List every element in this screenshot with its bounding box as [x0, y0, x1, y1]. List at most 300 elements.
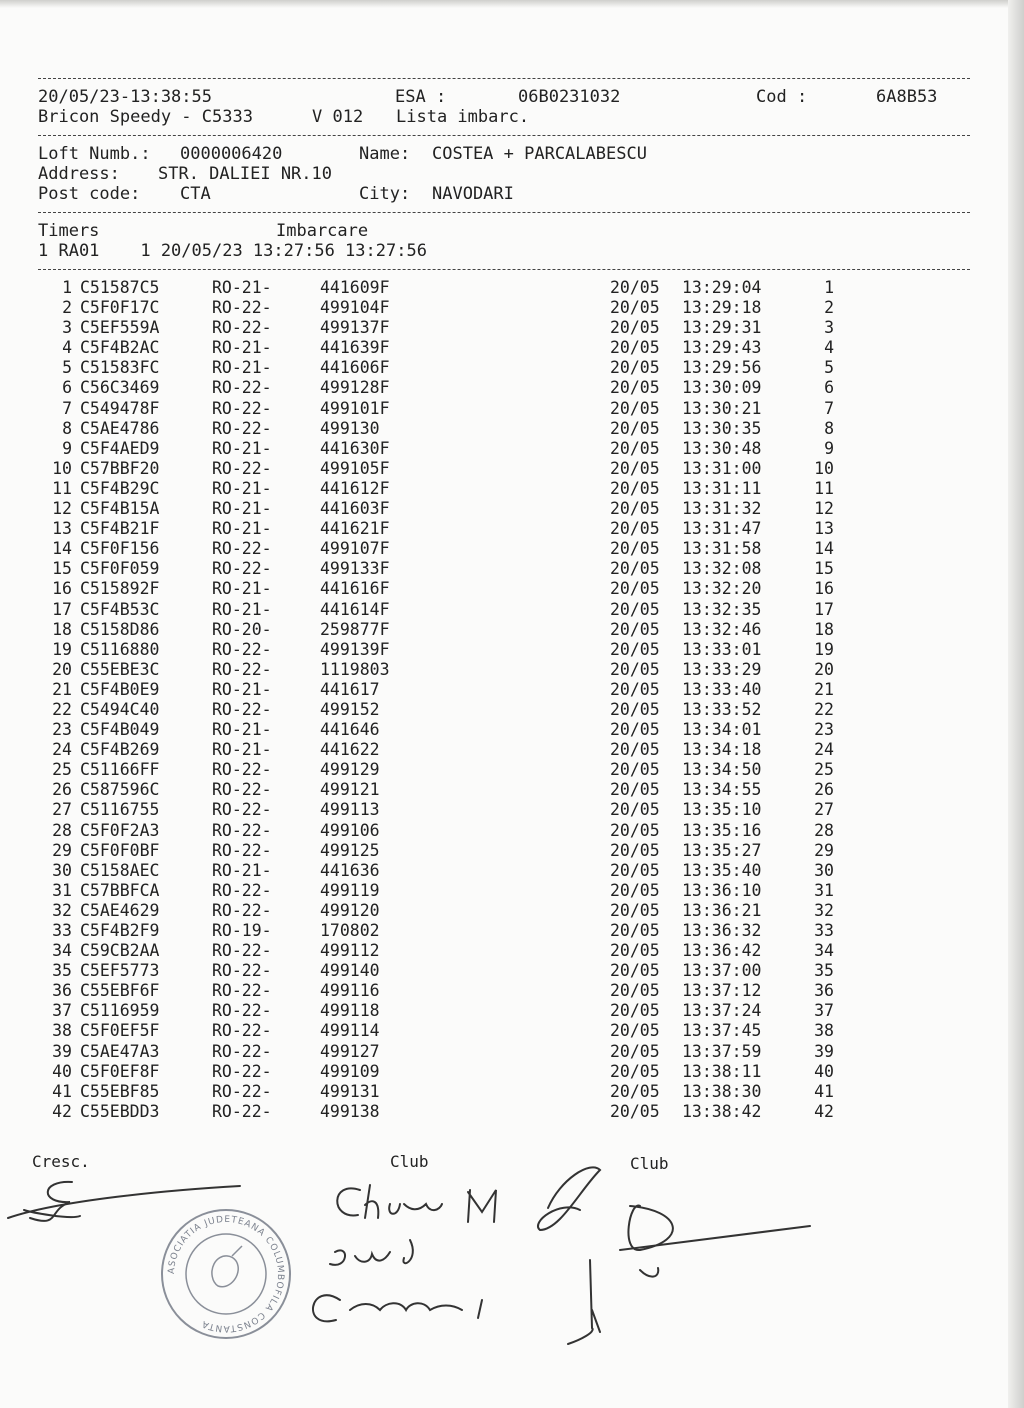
row-index: 31 — [52, 880, 72, 900]
arrival-date: 20/05 — [610, 438, 660, 458]
arrival-position: 33 — [814, 921, 834, 940]
table-row — [38, 740, 834, 760]
chip-id: C55EBDD3 — [80, 1101, 160, 1121]
ring-number: 499112 — [320, 941, 380, 961]
table-row — [38, 318, 834, 338]
loft-line-1 — [38, 144, 970, 164]
arrival-time: 13:33:01 — [682, 639, 762, 659]
chip-id: C5F0F156 — [80, 539, 160, 559]
chip-id: C5AE4786 — [80, 418, 160, 438]
arrival-position: 28 — [814, 820, 834, 840]
row-index: 42 — [52, 1101, 72, 1121]
row-index: 12 — [52, 499, 72, 519]
ring-number: 499105F — [320, 458, 390, 478]
arrival-position: 35 — [814, 961, 834, 981]
arrival-time: 13:33:29 — [682, 659, 762, 679]
table-row — [38, 640, 834, 660]
ring-number: 441603F — [320, 499, 390, 519]
arrival-position: 14 — [814, 539, 834, 559]
arrival-time: 13:36:42 — [682, 941, 762, 961]
arrival-position: 31 — [814, 880, 834, 900]
arrival-date: 20/05 — [610, 378, 660, 398]
ring-number: 499119 — [320, 880, 380, 900]
table-row — [38, 1062, 834, 1082]
ring-number: 499114 — [320, 1021, 380, 1041]
arrival-date: 20/05 — [610, 860, 660, 880]
arrival-position: 6 — [824, 378, 834, 398]
ring-prefix: RO-22- — [212, 639, 272, 659]
row-index: 10 — [52, 458, 72, 478]
ring-prefix: RO-21- — [212, 579, 272, 599]
chip-id: C57BBFCA — [80, 880, 160, 900]
table-row — [38, 579, 834, 599]
ring-prefix: RO-22- — [212, 800, 272, 820]
arrival-date: 20/05 — [610, 740, 660, 760]
chip-id: C56C3469 — [80, 378, 160, 398]
arrival-position: 39 — [814, 1041, 834, 1061]
ring-number: 441630F — [320, 438, 390, 458]
arrival-position: 21 — [814, 679, 834, 699]
ring-number: 499138 — [320, 1101, 380, 1121]
arrival-date: 20/05 — [610, 1101, 660, 1121]
ring-number: 441639F — [320, 338, 390, 358]
postcode-label: Post code: — [38, 184, 141, 204]
ring-prefix: RO-20- — [212, 619, 272, 639]
chip-id: C5F4B2F9 — [80, 921, 160, 940]
table-row — [38, 1082, 834, 1102]
table-row — [38, 358, 834, 378]
table-row — [38, 600, 834, 620]
chip-id: C5F0EF8F — [80, 1061, 160, 1081]
arrival-time: 13:30:21 — [682, 398, 762, 418]
chip-id: C55EBF85 — [80, 1081, 160, 1101]
ring-number: 499140 — [320, 961, 380, 981]
arrival-time: 13:32:20 — [682, 579, 762, 599]
arrival-date: 20/05 — [610, 800, 660, 820]
handwritten-signatures — [0, 1160, 1000, 1380]
ring-prefix: RO-22- — [212, 880, 272, 900]
arrival-position: 10 — [814, 458, 834, 478]
arrival-date: 20/05 — [610, 559, 660, 579]
chip-id: C5158D86 — [80, 619, 160, 639]
table-row — [38, 881, 834, 901]
arrival-time: 13:37:12 — [682, 981, 762, 1001]
row-index: 5 — [62, 358, 72, 378]
row-index: 18 — [52, 619, 72, 639]
table-row — [38, 981, 834, 1001]
timers-label: Timers — [38, 221, 100, 241]
arrival-time: 13:30:48 — [682, 438, 762, 458]
ring-prefix: RO-21- — [212, 599, 272, 619]
arrival-position: 8 — [824, 418, 834, 438]
arrival-time: 13:32:35 — [682, 599, 762, 619]
arrival-time: 13:34:01 — [682, 720, 762, 740]
ring-prefix: RO-21- — [212, 679, 272, 699]
row-index: 30 — [52, 860, 72, 880]
ring-number: 441614F — [320, 599, 390, 619]
ring-number: 441612F — [320, 478, 390, 498]
row-index: 11 — [52, 478, 72, 498]
row-index: 24 — [52, 740, 72, 760]
row-index: 23 — [52, 720, 72, 740]
loft-line-3 — [38, 184, 970, 204]
arrival-position: 7 — [824, 398, 834, 418]
row-index: 15 — [52, 559, 72, 579]
chip-id: C57BBF20 — [80, 458, 160, 478]
arrival-date: 20/05 — [610, 298, 660, 318]
arrival-time: 13:34:50 — [682, 760, 762, 780]
loft-numb-label: Loft Numb.: — [38, 144, 151, 164]
arrival-date: 20/05 — [610, 398, 660, 418]
row-index: 14 — [52, 539, 72, 559]
arrival-time: 13:34:55 — [682, 780, 762, 800]
arrival-time: 13:36:10 — [682, 880, 762, 900]
divider — [38, 269, 970, 270]
arrival-time: 13:33:40 — [682, 679, 762, 699]
table-row — [38, 901, 834, 921]
table-row — [38, 680, 834, 700]
arrival-time: 13:31:32 — [682, 499, 762, 519]
arrival-time: 13:35:40 — [682, 860, 762, 880]
row-index: 16 — [52, 579, 72, 599]
row-index: 20 — [52, 659, 72, 679]
ring-prefix: RO-22- — [212, 961, 272, 981]
ring-number: 499106 — [320, 820, 380, 840]
ring-number: 441621F — [320, 519, 390, 539]
arrival-date: 20/05 — [610, 941, 660, 961]
table-row — [38, 1042, 834, 1062]
arrival-date: 20/05 — [610, 679, 660, 699]
timers-header — [38, 221, 970, 241]
ring-prefix: RO-22- — [212, 981, 272, 1001]
arrival-date: 20/05 — [610, 318, 660, 338]
arrival-position: 30 — [814, 860, 834, 880]
arrival-date: 20/05 — [610, 659, 660, 679]
arrival-time: 13:30:35 — [682, 418, 762, 438]
ring-number: 499107F — [320, 539, 390, 559]
arrival-time: 13:37:00 — [682, 961, 762, 981]
chip-id: C5F4B049 — [80, 720, 160, 740]
table-row — [38, 519, 834, 539]
table-row — [38, 298, 834, 318]
arrival-time: 13:35:16 — [682, 820, 762, 840]
row-index: 32 — [52, 900, 72, 920]
arrival-position: 27 — [814, 800, 834, 820]
arrival-position: 40 — [814, 1061, 834, 1081]
chip-id: C549478F — [80, 398, 160, 418]
chip-id: C51587C5 — [80, 278, 160, 297]
row-index: 3 — [62, 318, 72, 338]
scan-top-shadow — [0, 0, 1024, 8]
arrival-position: 11 — [814, 478, 834, 498]
arrival-time: 13:29:18 — [682, 298, 762, 318]
ring-prefix: RO-22- — [212, 840, 272, 860]
arrival-time: 13:33:52 — [682, 699, 762, 719]
report-timestamp: 20/05/23-13:38:55 — [38, 87, 212, 107]
arrival-position: 19 — [814, 639, 834, 659]
row-index: 21 — [52, 679, 72, 699]
table-row — [38, 1021, 834, 1041]
arrival-date: 20/05 — [610, 599, 660, 619]
chip-id: C5F4B29C — [80, 478, 160, 498]
chip-id: C5F0F0BF — [80, 840, 160, 860]
ring-number: 499125 — [320, 840, 380, 860]
row-index: 2 — [62, 298, 72, 318]
arrival-position: 17 — [814, 599, 834, 619]
ring-number: 499101F — [320, 398, 390, 418]
chip-id: C5116880 — [80, 639, 160, 659]
ring-number: 259877F — [320, 619, 390, 639]
table-row — [38, 861, 834, 881]
cod-label: Cod : — [756, 87, 808, 107]
table-row — [38, 559, 834, 579]
arrival-date: 20/05 — [610, 760, 660, 780]
arrival-date: 20/05 — [610, 478, 660, 498]
arrival-date: 20/05 — [610, 699, 660, 719]
table-row — [38, 841, 834, 861]
row-index: 6 — [62, 378, 72, 398]
ring-number: 441622 — [320, 740, 380, 760]
club-label-1: Club — [390, 1152, 429, 1171]
ring-number: 499118 — [320, 1001, 380, 1021]
arrival-position: 41 — [814, 1081, 834, 1101]
chip-id: C5F4B53C — [80, 599, 160, 619]
list-title: Lista imbarc. — [396, 107, 530, 127]
esa-label: ESA : — [395, 87, 447, 107]
arrival-date: 20/05 — [610, 338, 660, 358]
ring-number: 441617 — [320, 679, 380, 699]
table-row — [38, 1102, 834, 1122]
arrival-date: 20/05 — [610, 539, 660, 559]
city-label: City: — [359, 184, 411, 204]
ring-number: 499128F — [320, 378, 390, 398]
ring-number: 499116 — [320, 981, 380, 1001]
ring-prefix: RO-21- — [212, 519, 272, 539]
table-row — [38, 780, 834, 800]
row-index: 9 — [62, 438, 72, 458]
arrival-date: 20/05 — [610, 1081, 660, 1101]
ring-prefix: RO-22- — [212, 458, 272, 478]
row-index: 35 — [52, 961, 72, 981]
table-row — [38, 921, 834, 941]
association-stamp — [158, 1206, 294, 1342]
ring-prefix: RO-22- — [212, 318, 272, 338]
chip-id: C515892F — [80, 579, 160, 599]
ring-prefix: RO-19- — [212, 921, 272, 940]
arrival-time: 13:38:30 — [682, 1081, 762, 1101]
ring-number: 1119803 — [320, 659, 390, 679]
row-index: 39 — [52, 1041, 72, 1061]
table-row — [38, 439, 834, 459]
arrival-position: 29 — [814, 840, 834, 860]
row-index: 25 — [52, 760, 72, 780]
row-index: 28 — [52, 820, 72, 840]
ring-number: 499113 — [320, 800, 380, 820]
chip-id: C5F4AED9 — [80, 438, 160, 458]
cresc-label: Cresc. — [32, 1152, 90, 1171]
arrival-date: 20/05 — [610, 720, 660, 740]
report-header — [38, 79, 970, 135]
table-row — [38, 760, 834, 780]
chip-id: C51583FC — [80, 358, 160, 378]
chip-id: C5F0EF5F — [80, 1021, 160, 1041]
arrival-time: 13:29:56 — [682, 358, 762, 378]
arrival-position: 20 — [814, 659, 834, 679]
table-row — [38, 800, 834, 820]
arrival-position: 34 — [814, 941, 834, 961]
arrival-date: 20/05 — [610, 880, 660, 900]
arrival-position: 32 — [814, 900, 834, 920]
arrival-position: 9 — [824, 438, 834, 458]
ring-prefix: RO-21- — [212, 740, 272, 760]
ring-prefix: RO-22- — [212, 1001, 272, 1021]
ring-prefix: RO-22- — [212, 418, 272, 438]
ring-prefix: RO-22- — [212, 900, 272, 920]
ring-prefix: RO-22- — [212, 699, 272, 719]
arrival-position: 15 — [814, 559, 834, 579]
ring-prefix: RO-21- — [212, 358, 272, 378]
arrival-position: 13 — [814, 519, 834, 539]
arrival-time: 13:35:10 — [682, 800, 762, 820]
chip-id: C55EBF6F — [80, 981, 160, 1001]
device-name: Bricon Speedy - C5333 — [38, 107, 253, 127]
chip-id: C5F4B0E9 — [80, 679, 160, 699]
arrival-position: 16 — [814, 579, 834, 599]
ring-number: 441636 — [320, 860, 380, 880]
printout-sheet — [38, 60, 970, 1122]
chip-id: C5F4B2AC — [80, 338, 160, 358]
arrival-date: 20/05 — [610, 1041, 660, 1061]
row-index: 33 — [52, 921, 72, 940]
table-row — [38, 620, 834, 640]
timers-info — [38, 213, 970, 269]
arrival-time: 13:36:32 — [682, 921, 762, 940]
name-label: Name: — [359, 144, 411, 164]
row-index: 36 — [52, 981, 72, 1001]
ring-prefix: RO-22- — [212, 559, 272, 579]
row-index: 37 — [52, 1001, 72, 1021]
arrival-position: 42 — [814, 1101, 834, 1121]
pigeon-table — [38, 278, 834, 1122]
row-index: 8 — [62, 418, 72, 438]
ring-prefix: RO-22- — [212, 941, 272, 961]
table-row — [38, 941, 834, 961]
row-index: 29 — [52, 840, 72, 860]
row-index: 17 — [52, 599, 72, 619]
arrival-date: 20/05 — [610, 900, 660, 920]
ring-number: 499137F — [320, 318, 390, 338]
ring-number: 499129 — [320, 760, 380, 780]
row-index: 40 — [52, 1061, 72, 1081]
arrival-position: 38 — [814, 1021, 834, 1041]
chip-id: C5AE47A3 — [80, 1041, 160, 1061]
arrival-position: 2 — [824, 298, 834, 318]
ring-prefix: RO-21- — [212, 438, 272, 458]
row-index: 22 — [52, 699, 72, 719]
arrival-time: 13:37:45 — [682, 1021, 762, 1041]
table-row — [38, 499, 834, 519]
ring-prefix: RO-22- — [212, 760, 272, 780]
arrival-time: 13:35:27 — [682, 840, 762, 860]
row-index: 19 — [52, 639, 72, 659]
chip-id: C5AE4629 — [80, 900, 160, 920]
cod-value: 6A8B53 — [876, 87, 938, 107]
table-row — [38, 660, 834, 680]
row-index: 26 — [52, 780, 72, 800]
chip-id: C5116959 — [80, 1001, 160, 1021]
arrival-time: 13:38:42 — [682, 1101, 762, 1121]
ring-prefix: RO-21- — [212, 338, 272, 358]
row-index: 41 — [52, 1081, 72, 1101]
ring-number: 441606F — [320, 358, 390, 378]
arrival-position: 4 — [824, 338, 834, 358]
loft-line-2 — [38, 164, 970, 184]
ring-number: 499121 — [320, 780, 380, 800]
arrival-position: 24 — [814, 740, 834, 760]
arrival-date: 20/05 — [610, 639, 660, 659]
chip-id: C51166FF — [80, 760, 160, 780]
arrival-time: 13:29:31 — [682, 318, 762, 338]
table-row — [38, 479, 834, 499]
table-row — [38, 278, 834, 298]
ring-number: 499109 — [320, 1061, 380, 1081]
arrival-date: 20/05 — [610, 1001, 660, 1021]
address-value: STR. DALIEI NR.10 — [158, 164, 332, 184]
ring-prefix: RO-22- — [212, 1021, 272, 1041]
ring-prefix: RO-22- — [212, 378, 272, 398]
arrival-date: 20/05 — [610, 519, 660, 539]
arrival-position: 12 — [814, 499, 834, 519]
address-label: Address: — [38, 164, 120, 184]
table-row — [38, 539, 834, 559]
ring-prefix: RO-21- — [212, 478, 272, 498]
table-row — [38, 378, 834, 398]
table-row — [38, 961, 834, 981]
arrival-position: 3 — [824, 318, 834, 338]
ring-number: 441609F — [320, 278, 390, 297]
row-index: 4 — [62, 338, 72, 358]
ring-prefix: RO-22- — [212, 659, 272, 679]
table-row — [38, 419, 834, 439]
ring-number: 499133F — [320, 559, 390, 579]
arrival-date: 20/05 — [610, 499, 660, 519]
ring-prefix: RO-22- — [212, 1041, 272, 1061]
header-line-1 — [38, 87, 970, 107]
ring-number: 499139F — [320, 639, 390, 659]
chip-id: C5EF559A — [80, 318, 160, 338]
ring-prefix: RO-21- — [212, 720, 272, 740]
row-index: 7 — [62, 398, 72, 418]
arrival-time: 13:31:58 — [682, 539, 762, 559]
arrival-time: 13:32:08 — [682, 559, 762, 579]
ring-prefix: RO-22- — [212, 539, 272, 559]
arrival-position: 5 — [824, 358, 834, 378]
arrival-time: 13:31:00 — [682, 458, 762, 478]
arrival-time: 13:31:11 — [682, 478, 762, 498]
arrival-date: 20/05 — [610, 780, 660, 800]
arrival-date: 20/05 — [610, 961, 660, 981]
arrival-date: 20/05 — [610, 619, 660, 639]
row-index: 1 — [62, 278, 72, 297]
table-row — [38, 700, 834, 720]
ring-prefix: RO-21- — [212, 499, 272, 519]
arrival-position: 22 — [814, 699, 834, 719]
arrival-date: 20/05 — [610, 458, 660, 478]
chip-id: C5F4B21F — [80, 519, 160, 539]
header-line-2 — [38, 107, 970, 127]
arrival-position: 1 — [824, 278, 834, 297]
chip-id: C5158AEC — [80, 860, 160, 880]
